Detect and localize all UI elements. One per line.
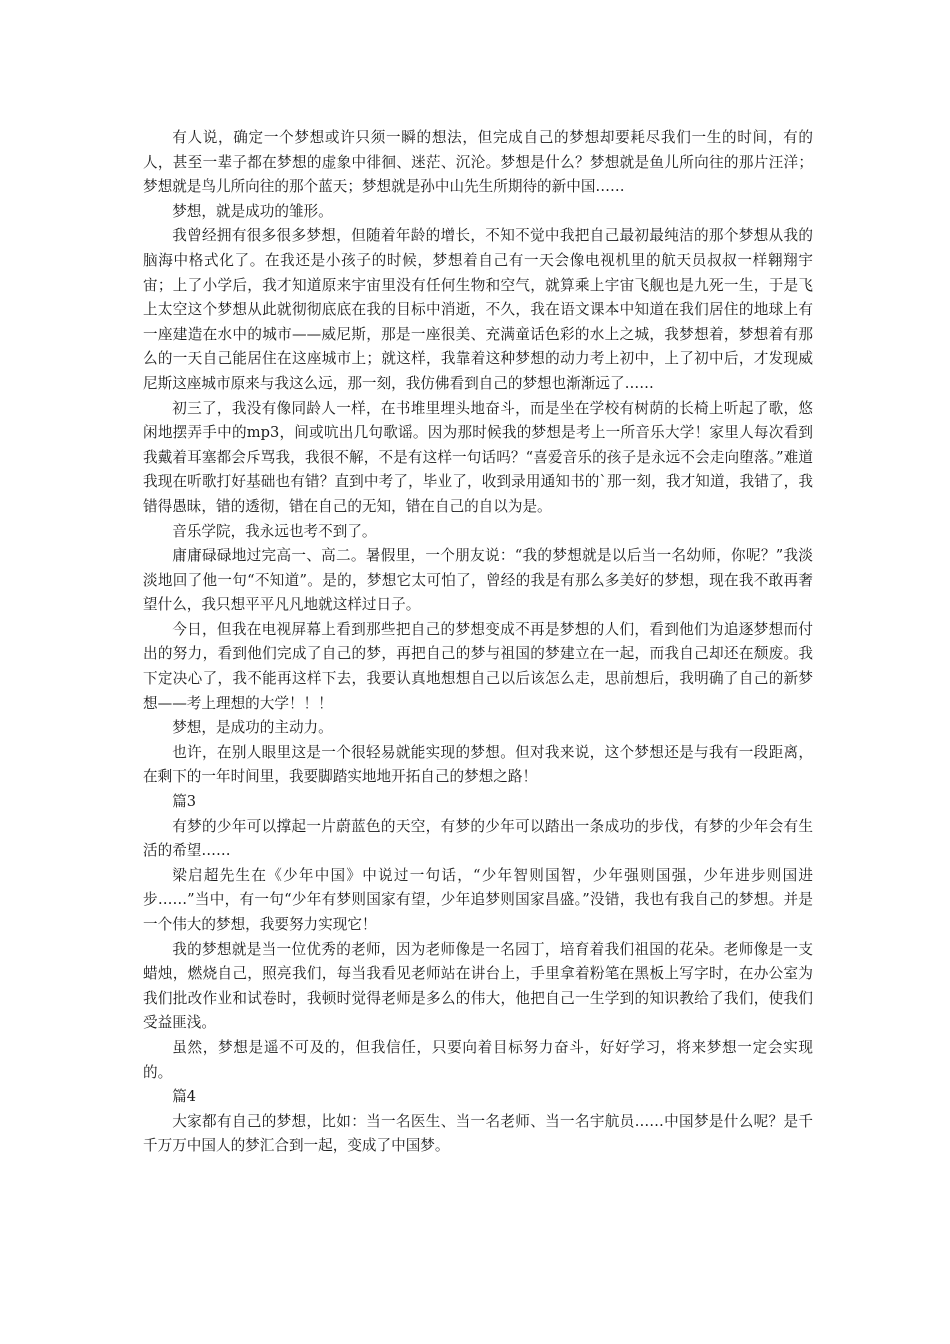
paragraph: 梁启超先生在《少年中国》中说过一句话，“少年智则国智，少年强则国强，少年进步则国进步……”当中，有一句“少年有梦则国家有望，少年追梦则国家昌盛。”没错，我也有我自己的梦想。并是一个伟大的梦想，我要努力实现它！ bbox=[143, 866, 813, 933]
section-heading: 篇3 bbox=[172, 793, 197, 811]
paragraph: 虽然，梦想是遥不可及的，但我信任，只要向着目标努力奋斗，好好学习，将来梦想一定会实现的。 bbox=[143, 1038, 813, 1081]
paragraph: 我的梦想就是当一位优秀的老师，因为老师像是一名园丁，培育着我们祖国的花朵。老师像是一支蜡烛，燃烧自己，照亮我们，每当我看见老师站在讲台上，手里拿着粉笔在黑板上写字时，在办公室为我们批改作业和试卷时，我顿时觉得老师是多么的伟大，他把自己一生学到的知识教给了我们，使我们受益匪浅。 bbox=[143, 940, 813, 1032]
paragraph: 初三了，我没有像同龄人一样，在书堆里埋头地奋斗，而是坐在学校有树荫的长椅上听起了歌，悠闲地摆弄手中的mp3，间或吭出几句歌谣。因为那时候我的梦想是考上一所音乐大学！家里人每次看到我戴着耳塞都会斥骂我，我很不解，不是有这样一句话吗？“喜爱音乐的孩子是永远不会走向堕落。”难道我现在听歌打好基础也有错？直到中考了，毕业了，收到录用通知书的`那一刻，我才知道，我错了，我错得愚昧，错的透彻，错在自己的无知，错在自己的自以为是。 bbox=[143, 399, 813, 515]
paragraph: 我曾经拥有很多很多梦想，但随着年龄的增长，不知不觉中我把自己最初最纯洁的那个梦想从我的脑海中格式化了。在我还是小孩子的时候，梦想着自己有一天会像电视机里的航天员叔叔一样翱翔宇宙；上了小学后，我才知道原来宇宙里没有任何生物和空气，就算乘上宇宙飞舰也是九死一生，于是飞上太空这个梦想从此就彻彻底底在我的目标中消逝，不久，我在语文课本中知道在我们居住的地球上有一座建造在水中的城市——威尼斯，那是一座很美、充满童话色彩的水上之城，我梦想着，梦想着有那么的一天自己能居住在这座城市上；就这样，我靠着这种梦想的动力考上初中，上了初中后，才发现威尼斯这座城市原来与我这么远，那一刻，我仿佛看到自己的梦想也渐渐远了…… bbox=[143, 227, 813, 392]
paragraph: 有人说，确定一个梦想或许只须一瞬的想法，但完成自己的梦想却要耗尽我们一生的时间，有的人，甚至一辈子都在梦想的虚象中徘徊、迷茫、沉沦。梦想是什么？梦想就是鱼儿所向往的那片汪洋；梦想就是鸟儿所向往的那个蓝天；梦想就是孙中山先生所期待的新中国…… bbox=[143, 129, 813, 196]
paragraph: 梦想，是成功的主动力。 bbox=[172, 719, 333, 737]
paragraph: 今日，但我在电视屏幕上看到那些把自己的梦想变成不再是梦想的人们，看到他们为追逐梦想而付出的努力，看到他们完成了自己的梦，再把自己的梦与祖国的梦建立在一起，而我自己却还在颓废。我下定决心了，我不能再这样下去，我要认真地想想自己以后该怎么走，思前想后，我明确了自己的新梦想——考上理想的大学！！！ bbox=[143, 620, 813, 712]
document-body bbox=[143, 126, 813, 1159]
paragraph: 梦想，就是成功的雏形。 bbox=[172, 202, 333, 220]
paragraph: 大家都有自己的梦想，比如：当一名医生、当一名老师、当一名宇航员……中国梦是什么呢？是千千万万中国人的梦汇合到一起，变成了中国梦。 bbox=[143, 1112, 813, 1155]
paragraph: 也许，在别人眼里这是一个很轻易就能实现的梦想。但对我来说，这个梦想还是与我有一段距离，在剩下的一年时间里，我要脚踏实地地开拓自己的梦想之路！ bbox=[143, 743, 813, 786]
section-heading: 篇4 bbox=[172, 1088, 197, 1106]
paragraph: 有梦的少年可以撑起一片蔚蓝色的天空，有梦的少年可以踏出一条成功的步伐，有梦的少年会有生活的希望…… bbox=[143, 817, 813, 860]
paragraph: 音乐学院，我永远也考不到了。 bbox=[172, 522, 377, 540]
paragraph: 庸庸碌碌地过完高一、高二。暑假里，一个朋友说：“我的梦想就是以后当一名幼师，你呢？”我淡淡地回了他一句“不知道”。是的，梦想它太可怕了，曾经的我是有那么多美好的梦想，现在我不敢再奢望什么，我只想平平凡凡地就这样过日子。 bbox=[143, 547, 813, 614]
